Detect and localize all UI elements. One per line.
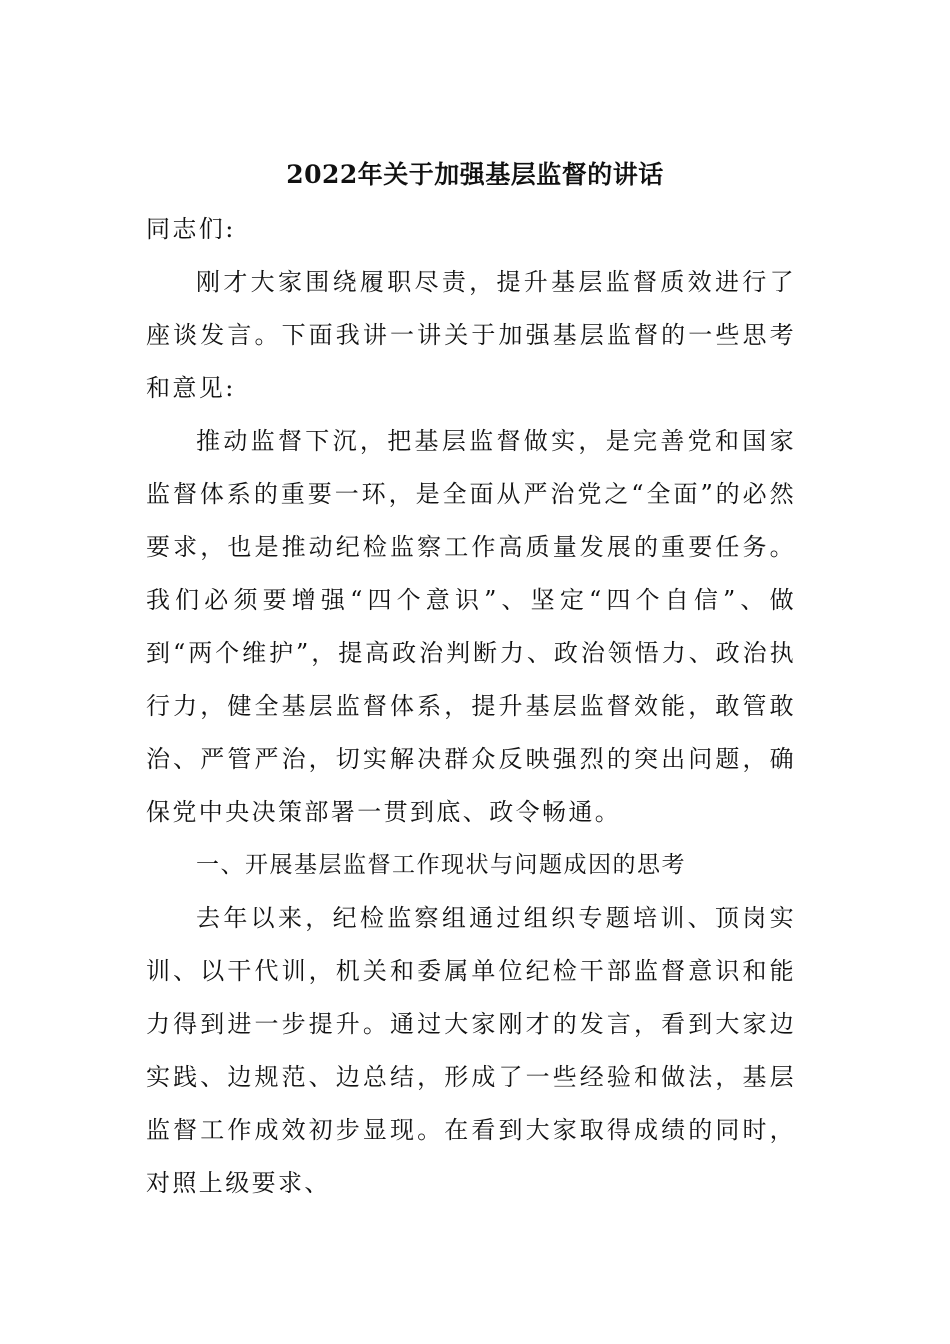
document-title: 2022年关于加强基层监督的讲话 [286,160,664,189]
section-paragraph: 去年以来，纪检监察组通过组织专题培训、顶岗实训、以干代训，机关和委属单位纪检干部监督意识和能力得到进一步提升。通过大家刚才的发言，看到大家边实践、边规范、边总结，形成了一些经验和做法，基层监督工作成效初步显现。在看到大家取得成绩的同时，对照上级要求、 [146,904,796,1197]
section-heading: 一、开展基层监督工作现状与问题成因的思考 [196,852,686,878]
document-body [146,203,796,1210]
paragraph-intro: 刚才大家围绕履职尽责，提升基层监督质效进行了座谈发言。下面我讲一讲关于加强基层监督的一些思考和意见: [146,268,796,402]
paragraph-main: 推动监督下沉，把基层监督做实，是完善党和国家监督体系的重要一环，是全面从严治党之“全面”的必然要求，也是推动纪检监察工作高质量发展的重要任务。我们必须要增强“四个意识”、坚定“四个自信”、做到“两个维护”，提高政治判断力、政治领悟力、政治执行力，健全基层监督体系，提升基层监督效能，敢管敢治、严管严治，切实解决群众反映强烈的突出问题，确保党中央决策部署一贯到底、政令畅通。 [146,427,796,826]
salutation: 同志们: [146,215,236,243]
